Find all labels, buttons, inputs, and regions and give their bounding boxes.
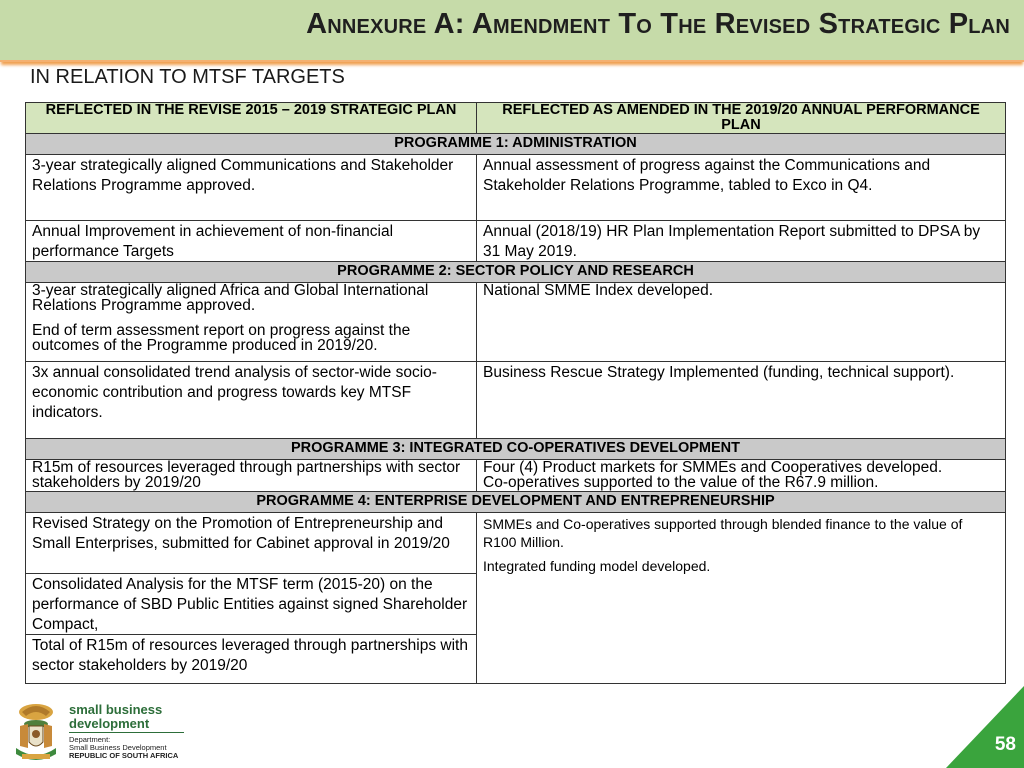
table-row-cell xyxy=(25,154,477,221)
page-number-corner xyxy=(946,686,1024,768)
programme-3-title: PROGRAMME 3: INTEGRATED CO-OPERATIVES DEVELOPMENT xyxy=(291,440,740,456)
table-row-cell xyxy=(25,459,477,492)
programme-2-title: PROGRAMME 2: SECTOR POLICY AND RESEARCH xyxy=(337,263,694,279)
programme-3-header xyxy=(25,438,1006,460)
cell-text: Annual Improvement in achievement of non-financial performance Targets xyxy=(32,223,394,260)
programme-4-title: PROGRAMME 4: ENTERPRISE DEVELOPMENT AND ENTREPRENEURSHIP xyxy=(256,493,775,509)
cell-text: SMMEs and Co-operatives supported through blended finance to the value of R100 Million. xyxy=(483,516,963,550)
table-row-cell xyxy=(25,512,477,574)
table-row-cell xyxy=(25,220,477,262)
title-band xyxy=(0,0,1024,62)
table-row-cell xyxy=(25,634,477,684)
cell-text: Revised Strategy on the Promotion of Entrepreneurship and Small Enterprises, submitted for Cabinet approval in 2019/20 xyxy=(32,515,450,552)
department-logo xyxy=(12,702,202,764)
page-number: 58 xyxy=(994,734,1016,755)
country-name: REPUBLIC OF SOUTH AFRICA xyxy=(69,751,179,760)
table-row-cell xyxy=(476,220,1006,262)
table-row-cell xyxy=(476,154,1006,221)
cell-text: 3-year strategically aligned Communications and Stakeholder Relations Programme approved. xyxy=(32,157,454,194)
department-name: Small Business Development xyxy=(69,743,167,752)
cell-text: Consolidated Analysis for the MTSF term (2015-20) on the performance of SBD Public Entities against signed Shareholder Compact, xyxy=(32,576,468,633)
table-row-cell xyxy=(25,573,477,635)
column-header-strategic-plan-label: REFLECTED IN THE REVISE 2015 – 2019 STRATEGIC PLAN xyxy=(45,102,457,118)
table-row-cell xyxy=(476,282,1006,362)
logo-divider xyxy=(69,732,184,733)
department-label: Department: xyxy=(69,735,111,744)
cell-text: National SMME Index developed. xyxy=(483,282,714,299)
programme-1-header xyxy=(25,133,1006,155)
table-row-cell xyxy=(25,282,477,362)
cell-text: Integrated funding model developed. xyxy=(483,558,711,574)
column-header-annual-plan xyxy=(476,102,1006,134)
programme-2-header xyxy=(25,261,1006,283)
table-row-cell xyxy=(25,361,477,439)
programme-4-header xyxy=(25,491,1006,513)
cell-text: 3-year strategically aligned Africa and Global International Relations Programme approved. xyxy=(32,282,429,314)
column-header-strategic-plan xyxy=(25,102,477,134)
cell-text: End of term assessment report on progress against the outcomes of the Programme produced in 2019/20. xyxy=(32,322,411,354)
programme-1-title: PROGRAMME 1: ADMINISTRATION xyxy=(394,135,637,151)
cell-text: Total of R15m of resources leveraged through partnerships with sector stakeholders by 2019/20 xyxy=(32,637,468,674)
page-title: Annexure A: Amendment To The Revised Strategic Plan xyxy=(306,8,1010,40)
cell-text: 3x annual consolidated trend analysis of sector-wide socio-economic contribution and progress towards key MTSF indicators. xyxy=(32,364,437,421)
cell-text: Annual (2018/19) HR Plan Implementation Report submitted to DPSA by 31 May 2019. xyxy=(483,223,981,260)
column-header-annual-plan-label: REFLECTED AS AMENDED IN THE 2019/20 ANNUAL PERFORMANCE PLAN xyxy=(502,102,980,133)
cell-text: Four (4) Product markets for SMMEs and Cooperatives developed. xyxy=(483,459,943,476)
cell-text: Co-operatives supported to the value of the R67.9 million. xyxy=(483,474,879,491)
table-row-cell xyxy=(476,512,1006,684)
cell-text: Business Rescue Strategy Implemented (funding, technical support). xyxy=(483,364,955,381)
logo-text: small business xyxy=(69,702,163,717)
table-row-cell xyxy=(476,361,1006,439)
coat-of-arms-icon xyxy=(12,702,60,764)
table-row-cell xyxy=(476,459,1006,492)
mtsf-targets-table xyxy=(25,102,1006,684)
logo-text: development xyxy=(69,716,150,731)
page-subtitle: IN RELATION TO MTSF TARGETS xyxy=(30,66,345,88)
cell-text: Annual assessment of progress against the Communications and Stakeholder Relations Programme, tabled to Exco in Q4. xyxy=(483,157,931,194)
cell-text: R15m of resources leveraged through partnerships with sector stakeholders by 2019/20 xyxy=(32,459,461,491)
